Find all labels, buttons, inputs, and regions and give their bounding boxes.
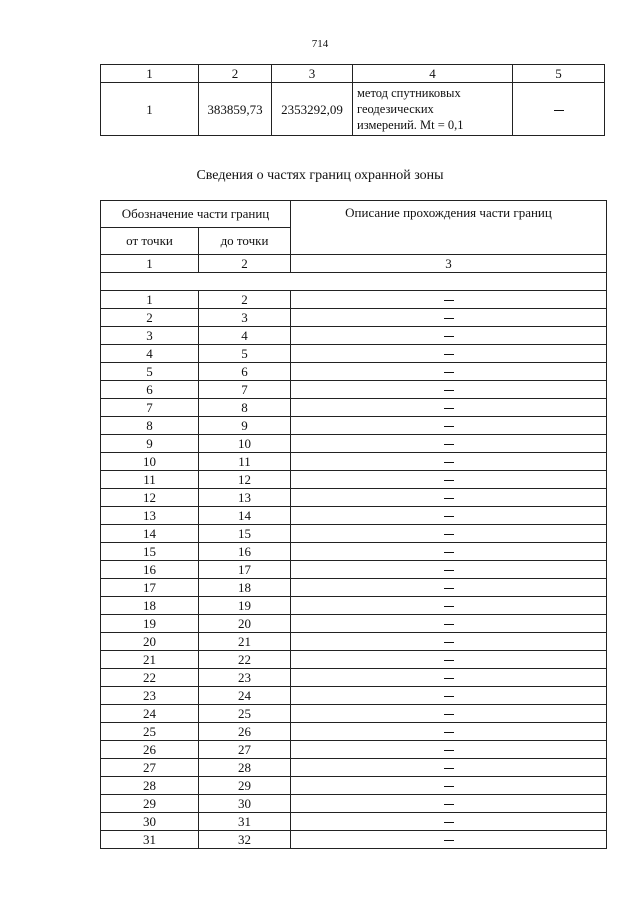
boundary-rows [101,291,607,849]
to-point-cell: 16 [199,543,291,561]
from-point-cell: 7 [101,399,199,417]
dash-mark [444,516,454,517]
from-point-cell: 16 [101,561,199,579]
dash-mark [444,822,454,823]
column-number-row [101,255,607,273]
description-cell [291,471,607,489]
dash-mark [444,624,454,625]
coordinates-table [100,64,605,136]
coordinates-header-row [101,65,605,83]
to-point-cell: 6 [199,363,291,381]
from-point-cell: 2 [101,309,199,327]
from-point-cell: 13 [101,507,199,525]
col-number-cell: 3 [291,255,607,273]
dash-mark [444,768,454,769]
dash-mark [444,318,454,319]
dash-mark [444,426,454,427]
to-point-cell: 10 [199,435,291,453]
from-point-cell: 1 [101,291,199,309]
point-number-cell: 1 [101,83,199,136]
description-cell [291,579,607,597]
dash-mark [444,714,454,715]
from-point-cell: 19 [101,615,199,633]
description-cell [291,615,607,633]
to-point-cell: 31 [199,813,291,831]
to-point-cell: 15 [199,525,291,543]
accuracy-cell [513,83,605,136]
col-number-cell: 3 [272,65,353,83]
table-row [101,471,607,489]
table-row [101,669,607,687]
to-point-cell: 27 [199,741,291,759]
table-row [101,453,607,471]
from-point-cell: 26 [101,741,199,759]
to-point-cell: 11 [199,453,291,471]
table-row [101,759,607,777]
table-row [101,309,607,327]
to-point-header: до точки [199,228,291,255]
table-row [101,435,607,453]
dash-mark [444,696,454,697]
to-point-cell: 9 [199,417,291,435]
table-row [101,291,607,309]
description-cell [291,381,607,399]
from-point-cell: 28 [101,777,199,795]
table-row [101,741,607,759]
description-cell [291,669,607,687]
from-point-cell: 25 [101,723,199,741]
description-cell [291,597,607,615]
from-point-cell: 18 [101,597,199,615]
description-cell [291,561,607,579]
dash-mark [444,606,454,607]
table-row [101,687,607,705]
to-point-cell: 29 [199,777,291,795]
table-row [101,651,607,669]
from-point-cell: 29 [101,795,199,813]
description-cell [291,363,607,381]
x-coordinate-cell: 383859,73 [199,83,272,136]
to-point-cell: 22 [199,651,291,669]
table-row [101,579,607,597]
description-cell [291,633,607,651]
description-cell [291,543,607,561]
col-number-cell: 5 [513,65,605,83]
table-row [101,723,607,741]
dash-mark [444,498,454,499]
description-cell [291,399,607,417]
description-cell [291,705,607,723]
dash-mark [444,732,454,733]
method-line: геодезических [357,102,434,116]
table-row [101,777,607,795]
table-row [101,705,607,723]
description-cell [291,453,607,471]
from-point-cell: 9 [101,435,199,453]
y-coordinate-cell: 2353292,09 [272,83,353,136]
table-row [101,417,607,435]
table-row [101,489,607,507]
dash-mark [444,642,454,643]
from-point-header: от точки [101,228,199,255]
page-number: 714 [311,38,329,50]
from-point-cell: 22 [101,669,199,687]
description-cell [291,435,607,453]
description-cell [291,489,607,507]
description-cell [291,309,607,327]
dash-mark [554,110,564,111]
dash-mark [444,588,454,589]
to-point-cell: 26 [199,723,291,741]
table-row [101,561,607,579]
dash-mark [444,444,454,445]
description-cell [291,795,607,813]
table-row [101,831,607,849]
table-row [101,399,607,417]
col-number-cell: 4 [353,65,513,83]
description-cell [291,345,607,363]
to-point-cell: 19 [199,597,291,615]
dash-mark [444,570,454,571]
from-point-cell: 10 [101,453,199,471]
table-row [101,507,607,525]
to-point-cell: 32 [199,831,291,849]
spacer-row [101,273,607,291]
from-point-cell: 4 [101,345,199,363]
description-cell [291,651,607,669]
description-cell [291,759,607,777]
from-point-cell: 21 [101,651,199,669]
dash-mark [444,804,454,805]
section-title: Сведения о частях границ охранной зоны [196,168,444,183]
dash-mark [444,678,454,679]
to-point-cell: 17 [199,561,291,579]
to-point-cell: 28 [199,759,291,777]
from-point-cell: 31 [101,831,199,849]
description-cell [291,507,607,525]
dash-mark [444,660,454,661]
col-number-cell: 1 [101,255,199,273]
method-cell [353,83,513,136]
spacer-cell [101,273,607,291]
table-row [101,543,607,561]
from-point-cell: 23 [101,687,199,705]
description-cell [291,417,607,435]
to-point-cell: 14 [199,507,291,525]
dash-mark [444,840,454,841]
table-row [101,597,607,615]
from-point-cell: 15 [101,543,199,561]
to-point-cell: 25 [199,705,291,723]
designation-header: Обозначение части границ [101,201,291,228]
table-row [101,327,607,345]
description-cell [291,327,607,345]
description-cell [291,813,607,831]
header-row-1 [101,201,607,228]
description-cell [291,525,607,543]
dash-mark [444,372,454,373]
dash-mark [444,750,454,751]
from-point-cell: 5 [101,363,199,381]
to-point-cell: 7 [199,381,291,399]
table-row [101,795,607,813]
from-point-cell: 27 [101,759,199,777]
table-row [101,363,607,381]
description-header: Описание прохождения части границ [291,201,607,255]
to-point-cell: 21 [199,633,291,651]
from-point-cell: 8 [101,417,199,435]
to-point-cell: 13 [199,489,291,507]
to-point-cell: 18 [199,579,291,597]
description-cell [291,831,607,849]
dash-mark [444,552,454,553]
dash-mark [444,462,454,463]
dash-mark [444,786,454,787]
table-row [101,615,607,633]
col-number-cell: 2 [199,65,272,83]
dash-mark [444,408,454,409]
description-cell [291,687,607,705]
dash-mark [444,300,454,301]
to-point-cell: 24 [199,687,291,705]
dash-mark [444,390,454,391]
col-number-cell: 1 [101,65,199,83]
method-line: измерений. Mt = 0,1 [357,118,464,132]
to-point-cell: 8 [199,399,291,417]
table-row [101,345,607,363]
to-point-cell: 20 [199,615,291,633]
from-point-cell: 30 [101,813,199,831]
from-point-cell: 12 [101,489,199,507]
to-point-cell: 3 [199,309,291,327]
from-point-cell: 20 [101,633,199,651]
from-point-cell: 6 [101,381,199,399]
to-point-cell: 12 [199,471,291,489]
description-cell [291,777,607,795]
table-row [101,525,607,543]
col-number-cell: 2 [199,255,291,273]
description-cell [291,741,607,759]
from-point-cell: 11 [101,471,199,489]
to-point-cell: 4 [199,327,291,345]
description-cell [291,291,607,309]
coordinates-row [101,83,605,136]
dash-mark [444,336,454,337]
table-row [101,813,607,831]
dash-mark [444,480,454,481]
dash-mark [444,354,454,355]
from-point-cell: 17 [101,579,199,597]
from-point-cell: 24 [101,705,199,723]
method-line: метод спутниковых [357,86,461,100]
table-row [101,381,607,399]
from-point-cell: 14 [101,525,199,543]
to-point-cell: 30 [199,795,291,813]
to-point-cell: 23 [199,669,291,687]
description-cell [291,723,607,741]
dash-mark [444,534,454,535]
table-row [101,633,607,651]
to-point-cell: 2 [199,291,291,309]
to-point-cell: 5 [199,345,291,363]
boundary-parts-table [100,200,607,849]
from-point-cell: 3 [101,327,199,345]
